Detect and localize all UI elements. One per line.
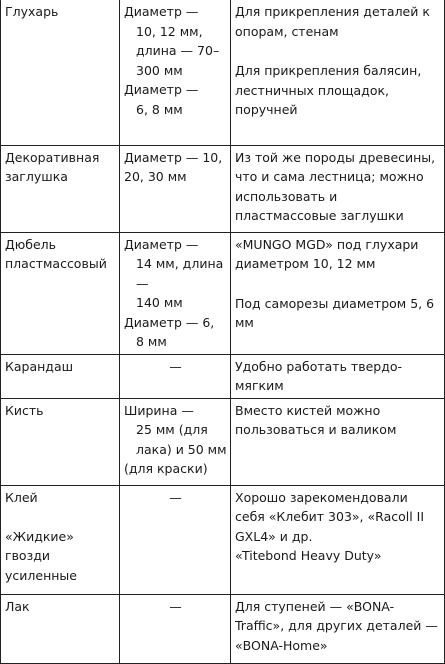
note-text: Вместо кистей можно пользоваться и валиком: [235, 402, 397, 437]
table-row: [1, 485, 445, 594]
item-note: [231, 0, 445, 145]
item-size: [120, 354, 231, 398]
size-line: Диаметр —: [124, 82, 199, 97]
item-size: [120, 398, 231, 485]
item-note: [231, 398, 445, 485]
item-size: [120, 232, 231, 354]
item-note: [231, 485, 445, 594]
note-text: Для прикрепления балясин, лестничных площадок, поручней: [235, 63, 422, 117]
size-text: Диаметр — 10, 20, 30 мм: [124, 149, 223, 184]
note-text: «MUNGO MGD» под глухари диаметром 10, 12 мм: [235, 236, 419, 271]
item-note: [231, 145, 445, 232]
item-size: [120, 594, 231, 663]
item-note: [231, 594, 445, 663]
item-name: [1, 354, 120, 398]
size-line: 8 мм: [136, 334, 167, 349]
item-name: [1, 594, 120, 663]
size-line: лака) и 50 мм: [136, 441, 227, 457]
size-text: —: [169, 598, 182, 614]
table-row: [1, 232, 445, 354]
item-name: [1, 0, 120, 145]
table-row: [1, 0, 445, 145]
item-name-text: Кисть: [5, 402, 44, 418]
item-name-text: Карандаш: [5, 358, 74, 374]
table-row: [1, 145, 445, 232]
table-row: [1, 354, 445, 398]
item-size: [120, 485, 231, 594]
size-line: 14 мм, длина —: [136, 256, 224, 291]
item-name-text: Дюбель пластмассовый: [5, 236, 107, 271]
size-line: длина — 70–: [136, 43, 220, 58]
size-line: 6, 8 мм: [136, 101, 183, 117]
item-name-text: Лак: [5, 598, 30, 614]
item-size: [120, 145, 231, 232]
note-text: Хорошо зарекомендовали себя «Клебит 303», «Racoll II GXL4» и др.: [235, 489, 425, 544]
item-name-text: Клей: [5, 489, 38, 505]
note-text: Под саморезы диаметром 5, 6 мм: [235, 295, 435, 330]
size-text: —: [169, 489, 182, 505]
item-name-text: «Жидкие» гвозди усиленные: [5, 528, 77, 583]
size-line: 300 мм: [136, 62, 183, 78]
size-line: 10, 12 мм,: [136, 23, 203, 39]
table-row: [1, 594, 445, 663]
item-name-text: Декоративная заглушка: [5, 149, 100, 184]
size-text: —: [169, 358, 182, 374]
size-line: Диаметр —: [124, 4, 199, 19]
item-name: [1, 145, 120, 232]
item-name: [1, 232, 120, 354]
item-name: [1, 398, 120, 485]
note-text: «Titebond Heavy Duty»: [235, 548, 382, 563]
item-note: [231, 354, 445, 398]
size-line: 140 мм: [136, 295, 183, 310]
note-text: Для прикрепления деталей к опорам, стенам: [235, 4, 430, 39]
item-size: [120, 0, 231, 145]
size-line: 25 мм (для: [136, 422, 208, 437]
note-text: Из той же породы древесины, что и сама лестница; можно использовать и пластмассовые заглушки: [235, 149, 436, 223]
item-name-text: Глухарь: [5, 4, 59, 19]
size-line: (для краски): [124, 461, 208, 476]
item-note: [231, 232, 445, 354]
size-line: Диаметр —: [124, 236, 199, 252]
item-name: [1, 485, 120, 594]
note-text: Для ступеней — «BONA-Traffic», для других деталей — «BONA-Home»: [235, 598, 438, 653]
size-line: Ширина —: [124, 402, 194, 418]
size-line: Диаметр — 6,: [124, 314, 215, 330]
note-text: Удобно работать твердо-мягким: [235, 358, 402, 393]
table-row: [1, 398, 445, 485]
